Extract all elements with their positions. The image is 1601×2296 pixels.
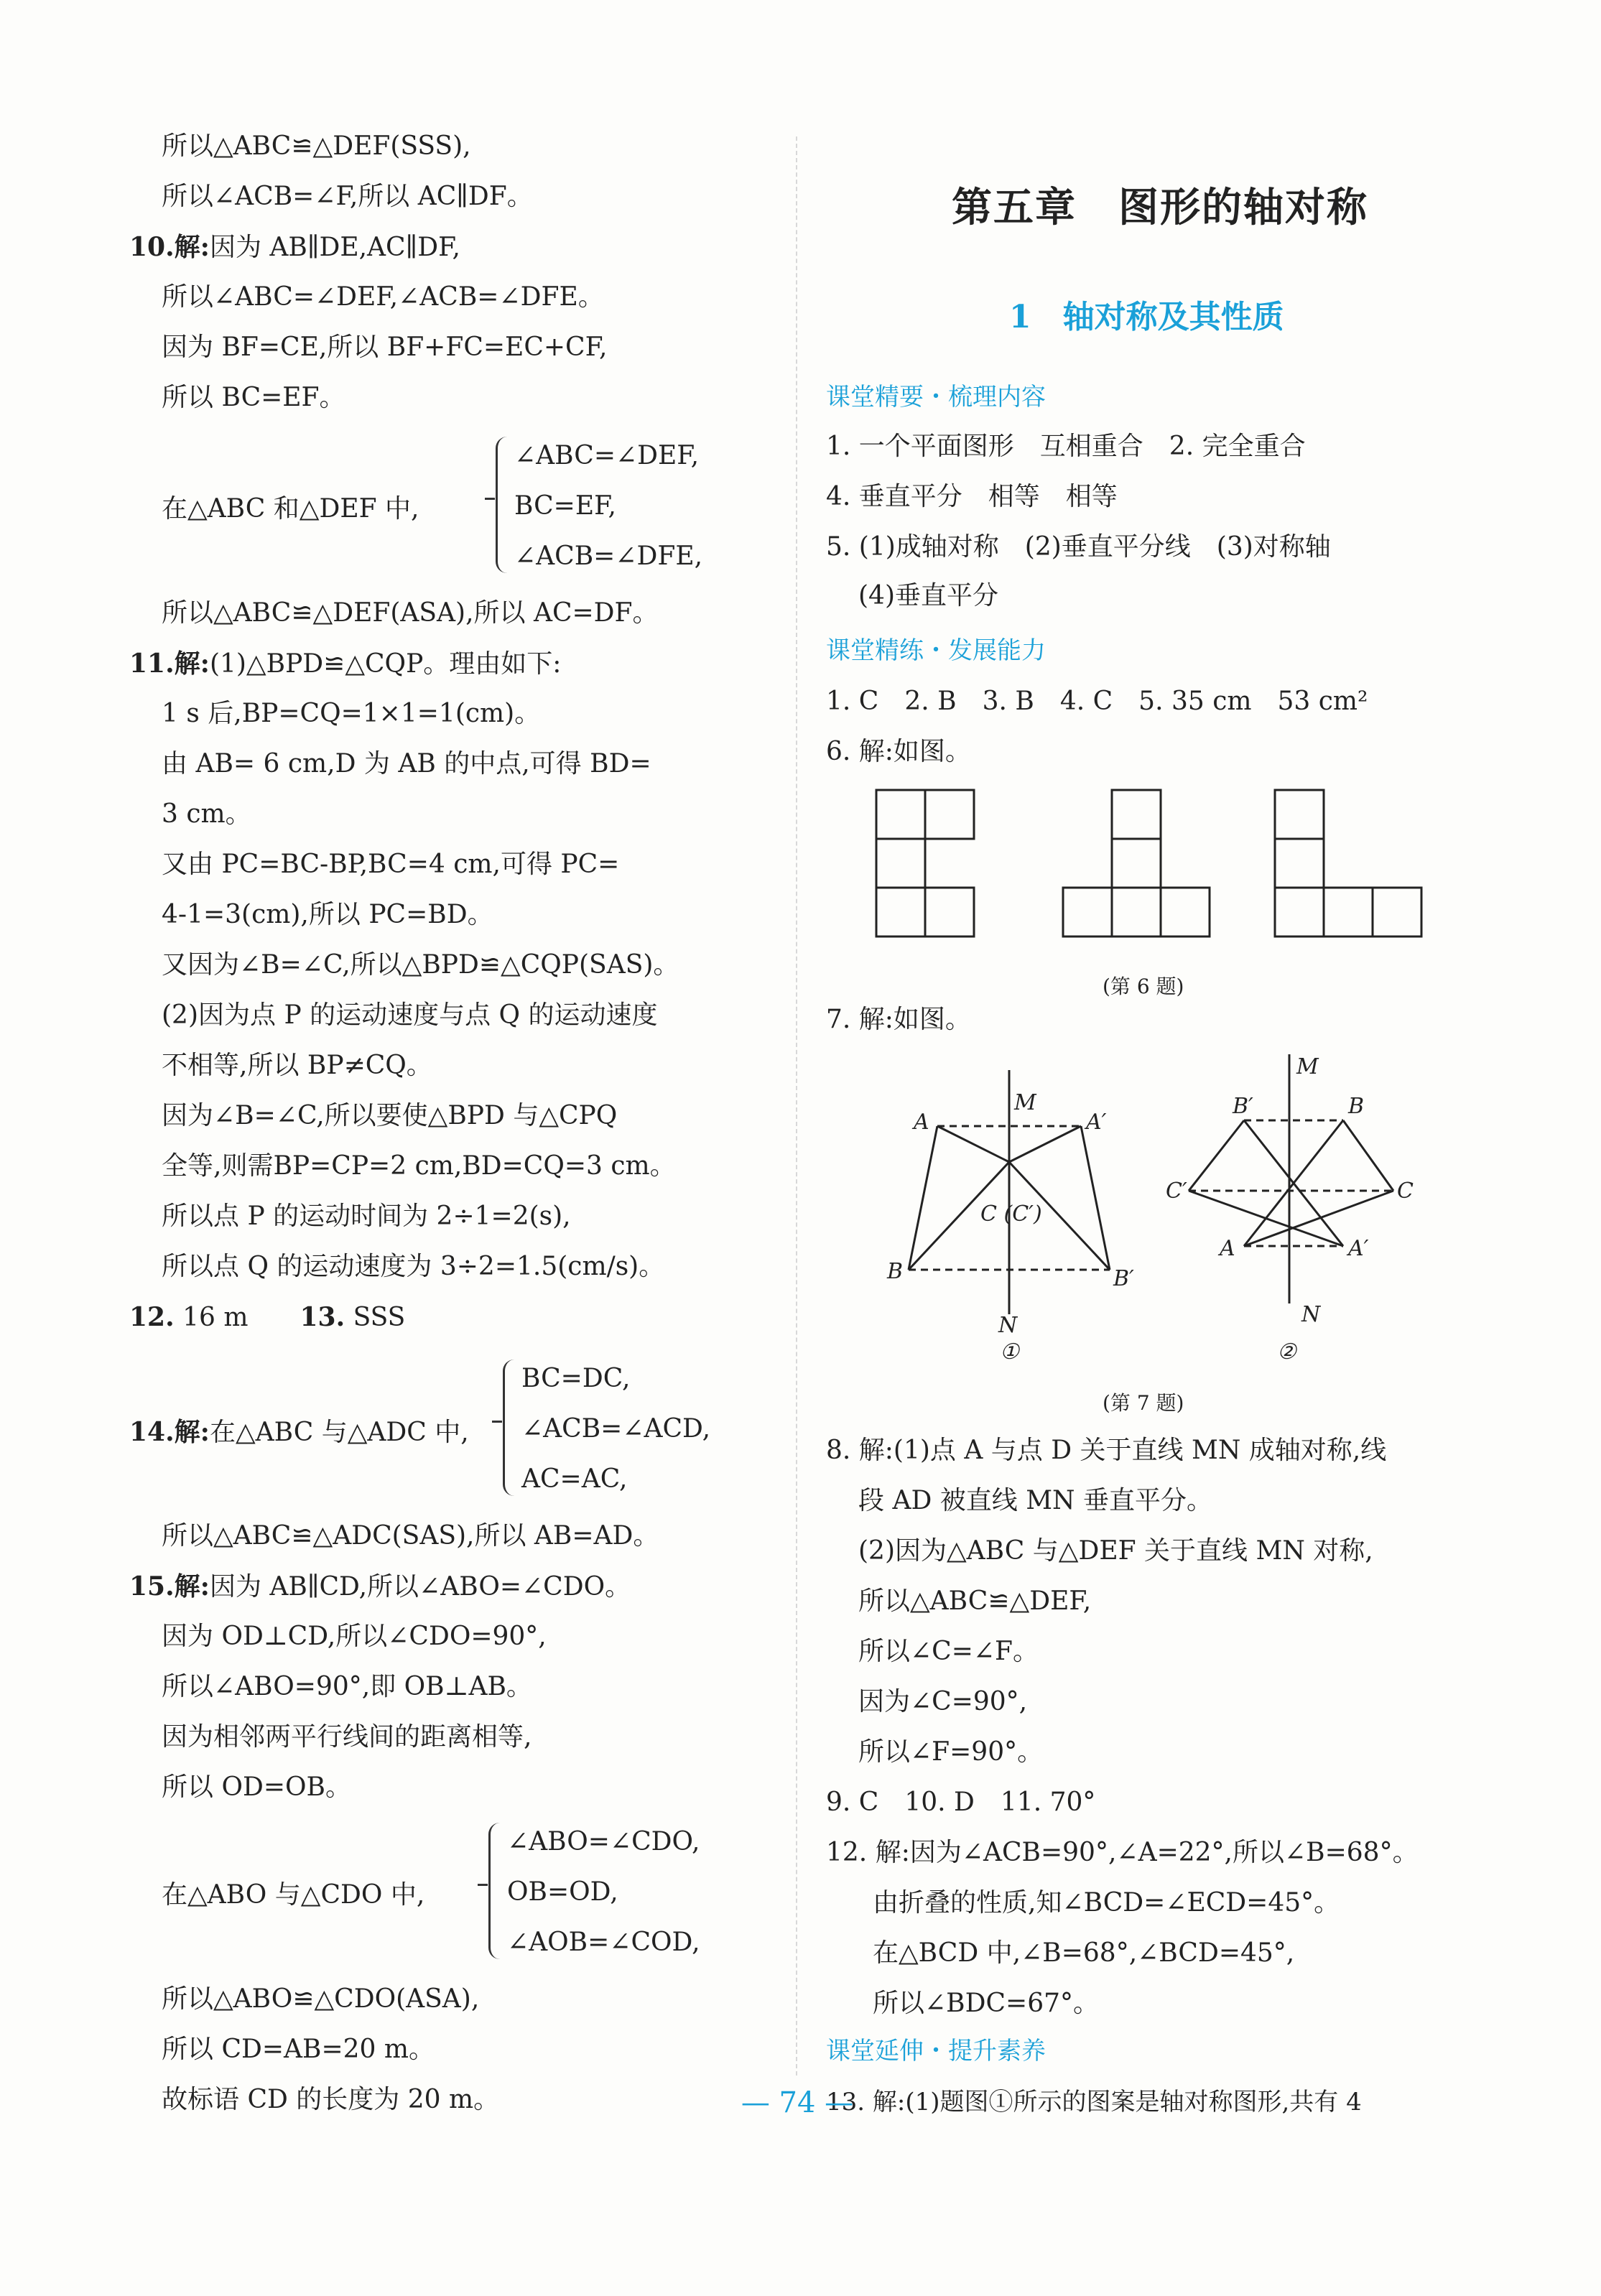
text-line: 所以∠ABC=∠DEF,∠ACB=∠DFE。 xyxy=(162,282,604,312)
grid-square xyxy=(876,888,925,936)
label-b1: B′ xyxy=(1113,1266,1134,1291)
text-line: 因为∠B=∠C,所以要使△BPD 与△CPQ xyxy=(162,1101,618,1130)
question-14: 14.解:在△ABC 与△ADC 中, xyxy=(129,1417,469,1447)
brace-lead: 在△ABC 和△DEF 中, xyxy=(162,494,419,524)
label-a1: A′ xyxy=(1086,1110,1107,1135)
question-11: 11.解:(1)△BPD≌△CQP。理由如下: xyxy=(129,649,562,679)
answer-line: 7. 解:如图。 xyxy=(826,1005,971,1034)
answer-line: (2)因为△ABC 与△DEF 关于直线 MN 对称, xyxy=(858,1536,1373,1566)
label-n: N xyxy=(998,1313,1018,1338)
segment-ac xyxy=(937,1126,1009,1162)
question-10: 10.解:因为 AB∥DE,AC∥DF, xyxy=(129,232,460,262)
text-line: 故标语 CD 的长度为 20 m。 xyxy=(162,2085,500,2114)
condition: AC=AC, xyxy=(521,1464,628,1494)
answer-line: 所以∠F=90°。 xyxy=(858,1737,1044,1767)
answer-line: 所以∠BDC=67°。 xyxy=(873,1989,1100,2018)
text-line: 所以 CD=AB=20 m。 xyxy=(162,2035,435,2064)
text-line: 所以△ABC≌△ADC(SAS),所以 AB=AD。 xyxy=(162,1521,659,1551)
question-12-13: 12. 16 m 13. SSS xyxy=(129,1302,406,1332)
text-line: (2)因为点 P 的运动速度与点 Q 的运动速度 xyxy=(162,1000,658,1030)
answer-line: 13. 解:(1)题图①所示的图案是轴对称图形,共有 4 xyxy=(826,2088,1362,2116)
label-a1: A′ xyxy=(1348,1236,1369,1261)
text-line: 所以∠ABO=90°,即 OB⊥AB。 xyxy=(162,1672,532,1701)
condition: ∠ABC=∠DEF, xyxy=(514,441,700,470)
text-line: 3 cm。 xyxy=(162,799,251,829)
grid-square xyxy=(925,790,974,839)
grid-square xyxy=(1112,888,1161,936)
answer-line: 在△BCD 中,∠B=68°,∠BCD=45°, xyxy=(873,1938,1295,1968)
answer-line: 9. C 10. D 11. 70° xyxy=(826,1788,1096,1817)
condition: BC=EF, xyxy=(514,491,616,521)
question-15: 15.解:因为 AB∥CD,所以∠ABO=∠CDO。 xyxy=(129,1571,631,1602)
figure-caption: (第 6 题) xyxy=(1103,975,1184,998)
answer-line: 所以∠C=∠F。 xyxy=(858,1637,1039,1666)
grid-square xyxy=(1275,790,1324,839)
answer-line: 所以△ABC≌△DEF, xyxy=(858,1586,1092,1616)
text-line: 所以△ABO≌△CDO(ASA), xyxy=(162,1984,480,2014)
label-b: B xyxy=(887,1259,904,1284)
grid-square xyxy=(1112,790,1161,839)
grid-square xyxy=(876,839,925,888)
segment-a1c xyxy=(1009,1126,1081,1162)
grid-square xyxy=(876,790,925,839)
text-line: 所以 OD=OB。 xyxy=(162,1772,351,1802)
figure-caption: (第 7 题) xyxy=(1103,1391,1184,1415)
condition: ∠ACB=∠DFE, xyxy=(514,542,703,571)
section-title: 1 轴对称及其性质 xyxy=(1009,299,1284,335)
grid-square xyxy=(1373,888,1421,936)
label-num1: ① xyxy=(1000,1339,1019,1365)
text-line: 所以点 P 的运动时间为 2÷1=2(s), xyxy=(162,1202,571,1231)
grid-square xyxy=(1063,888,1112,936)
segment-a1b1 xyxy=(1081,1126,1110,1270)
brace-lead: 在△ABO 与△CDO 中, xyxy=(162,1880,425,1910)
grid-square xyxy=(1161,888,1210,936)
label-a: A xyxy=(1220,1236,1235,1261)
grid-square xyxy=(1275,839,1324,888)
label-b: B xyxy=(1348,1094,1365,1119)
column-divider xyxy=(796,136,797,2076)
label-m: M xyxy=(1014,1090,1036,1115)
subheading: 课堂精练・发展能力 xyxy=(826,636,1046,665)
condition: ∠ACB=∠ACD, xyxy=(521,1414,711,1444)
label-b1: B′ xyxy=(1233,1094,1253,1119)
label-m: M xyxy=(1296,1054,1319,1079)
answer-line: (4)垂直平分 xyxy=(858,581,998,610)
text-line: 又因为∠B=∠C,所以△BPD≌△CQP(SAS)。 xyxy=(162,950,679,980)
answer-line: 8. 解:(1)点 A 与点 D 关于直线 MN 成轴对称,线 xyxy=(826,1436,1387,1465)
segment-bc xyxy=(1343,1120,1393,1191)
text-line: 1 s 后,BP=CQ=1×1=1(cm)。 xyxy=(162,699,541,728)
grid-square xyxy=(1275,888,1324,936)
left-brace xyxy=(496,437,511,573)
answer-line: 6. 解:如图。 xyxy=(826,737,971,766)
left-brace xyxy=(488,1823,503,1959)
text-line: 由 AB= 6 cm,D 为 AB 的中点,可得 BD= xyxy=(162,749,651,778)
segment-ab xyxy=(909,1126,937,1270)
label-cc1: C (C′) xyxy=(980,1202,1042,1227)
subheading: 课堂精要・梳理内容 xyxy=(826,383,1046,412)
grid-square xyxy=(1324,888,1373,936)
label-c: C xyxy=(1397,1179,1414,1204)
text-line: 所以△ABC≌△DEF(ASA),所以 AC=DF。 xyxy=(162,598,659,628)
answer-line: 1. 一个平面图形 互相重合 2. 完全重合 xyxy=(826,432,1306,461)
label-n: N xyxy=(1301,1302,1321,1327)
segment-b1c1 xyxy=(1189,1120,1244,1191)
text-line: 因为 OD⊥CD,所以∠CDO=90°, xyxy=(162,1622,547,1651)
text-line: 所以△ABC≌△DEF(SSS), xyxy=(162,131,471,161)
text-line: 全等,则需BP=CP=2 cm,BD=CQ=3 cm。 xyxy=(162,1151,676,1181)
figure-6 xyxy=(826,783,1487,948)
grid-square xyxy=(1112,839,1161,888)
condition: OB=OD, xyxy=(507,1877,618,1907)
text-line: 所以 BC=EF。 xyxy=(162,383,345,412)
condition: BC=DC, xyxy=(521,1364,631,1393)
condition: ∠ABO=∠CDO, xyxy=(507,1827,700,1856)
answer-line: 1. C 2. B 3. B 4. C 5. 35 cm 53 cm² xyxy=(826,687,1368,716)
grid-square xyxy=(925,888,974,936)
left-brace xyxy=(503,1360,518,1496)
page-number: — 74 — xyxy=(741,2086,854,2119)
answer-line: 因为∠C=90°, xyxy=(858,1687,1028,1716)
answer-line: 12. 解:因为∠ACB=90°,∠A=22°,所以∠B=68°。 xyxy=(826,1838,1419,1867)
text-line: 因为相邻两平行线间的距离相等, xyxy=(162,1722,532,1752)
chapter-title: 第五章 图形的轴对称 xyxy=(952,184,1368,231)
answer-line: 由折叠的性质,知∠BCD=∠ECD=45°。 xyxy=(873,1888,1340,1918)
answer-line: 5. (1)成轴对称 (2)垂直平分线 (3)对称轴 xyxy=(826,532,1331,562)
text-line: 所以点 Q 的运动速度为 3÷2=1.5(cm/s)。 xyxy=(162,1252,665,1281)
text-line: 因为 BF=CE,所以 BF+FC=EC+CF, xyxy=(162,333,608,362)
subheading: 课堂延伸・提升素养 xyxy=(826,2037,1046,2065)
text-line: 不相等,所以 BP≠CQ。 xyxy=(162,1051,432,1080)
figure-7 xyxy=(826,1041,1487,1372)
label-num2: ② xyxy=(1277,1339,1296,1365)
answer-line: 段 AD 被直线 MN 垂直平分。 xyxy=(858,1486,1212,1515)
text-line: 所以∠ACB=∠F,所以 AC∥DF。 xyxy=(162,182,533,211)
condition: ∠AOB=∠COD, xyxy=(507,1928,700,1957)
answer-line: 4. 垂直平分 相等 相等 xyxy=(826,482,1118,511)
text-line: 4-1=3(cm),所以 PC=BD。 xyxy=(162,900,493,929)
label-a: A xyxy=(914,1110,929,1135)
text-line: 又由 PC=BC-BP,BC=4 cm,可得 PC= xyxy=(162,850,620,879)
label-c1: C′ xyxy=(1166,1179,1187,1204)
